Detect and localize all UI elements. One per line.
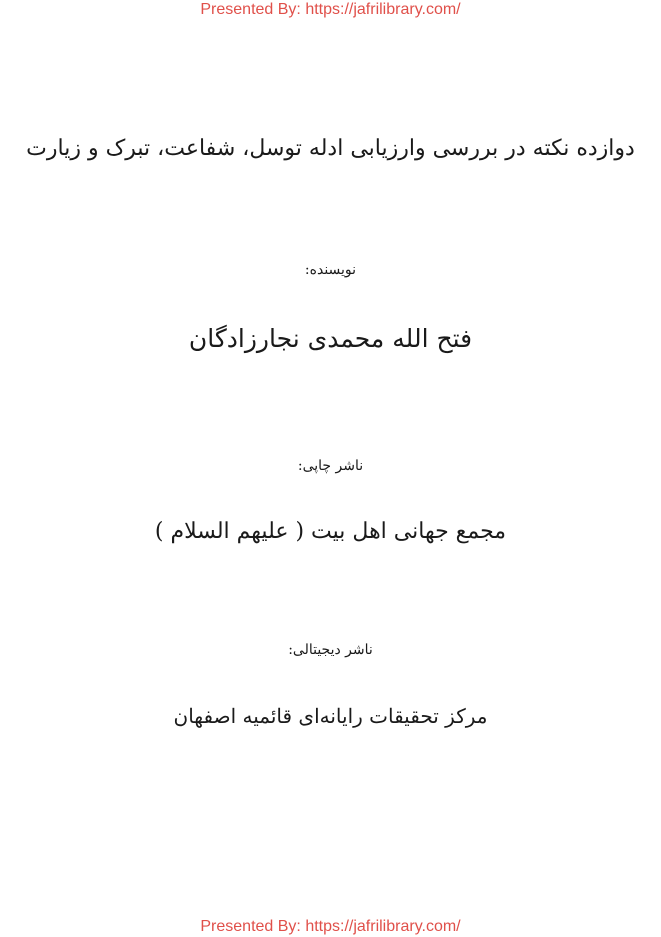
watermark-bottom: Presented By: https://jafrilibrary.com/	[200, 918, 461, 935]
digital-publisher-name: مرکز تحقیقات رایانه‌ای قائمیه اصفهان	[173, 704, 488, 728]
digital-publisher-label: ناشر دیجیتالی:	[288, 642, 373, 658]
print-publisher-name: مجمع جهانی اهل بیت ( علیهم السلام )	[154, 519, 507, 544]
book-title: دوازده نکته در بررسی وارزیابی ادله توسل، شفاعت، تبرک و زیارت	[26, 136, 635, 161]
watermark-top: Presented By: https://jafrilibrary.com/	[200, 1, 461, 18]
print-publisher-label: ناشر چاپی:	[297, 458, 364, 474]
author-label: نویسنده:	[304, 262, 357, 278]
author-name: فتح الله محمدی نجارزادگان	[188, 324, 473, 353]
